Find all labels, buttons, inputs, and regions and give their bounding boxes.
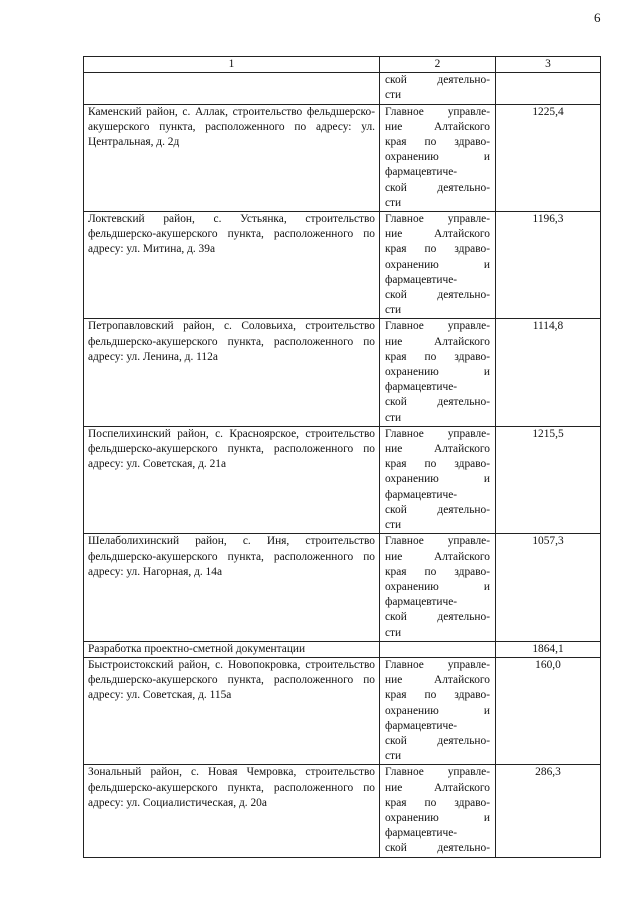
agency-line: охранению и [385, 366, 490, 379]
agency-line: края по здраво- [385, 350, 490, 363]
table-row [84, 534, 601, 641]
agency-line: ние Алтайского [385, 781, 490, 794]
agency-cell [380, 212, 496, 319]
page-number: 6 [594, 10, 601, 25]
table-row [84, 426, 601, 533]
agency-line: охранению и [385, 580, 490, 593]
project-description-cell: Зональный район, с. Новая Чемровка, строительство фельдшерско-акушерского пункта, расположенного по адресу: ул. Социалистическая, д. 20а [84, 765, 380, 857]
project-description-cell: Поспелихинский район, с. Красноярское, строительство фельдшерско-акушерского пункта, расположенного по адресу: ул. Советская, д. 21а [84, 426, 380, 533]
agency-line: сти [385, 626, 402, 639]
agency-line: ние Алтайского [385, 674, 490, 687]
agency-cell [380, 319, 496, 426]
budget-table [83, 56, 601, 858]
agency-line: края по здраво- [385, 458, 490, 471]
agency-line: сти [385, 750, 402, 763]
section-title-cell: Разработка проектно-сметной документации [84, 641, 380, 657]
table-row [84, 319, 601, 426]
project-description-cell: Быстроистокский район, с. Новопокровка, строительство фельдшерско-акушерского пункта, расположенного по адресу: ул. Советская, д. 115а [84, 657, 380, 764]
agency-line: охранению и [385, 151, 490, 164]
agency-line: фармацевтиче- [385, 596, 458, 609]
agency-line: Главное управле- [385, 535, 490, 548]
section-agency-cell [380, 641, 496, 657]
agency-cell [380, 426, 496, 533]
agency-line: сти [385, 411, 402, 424]
agency-line: охранению и [385, 811, 490, 824]
header-col-2: 2 [380, 57, 496, 73]
agency-line: ской деятельно- [385, 181, 490, 194]
agency-line: края по здраво- [385, 243, 490, 256]
agency-line: сти [385, 304, 402, 317]
agency-line: сти [385, 196, 402, 209]
section-row [84, 641, 601, 657]
table-header-row [84, 57, 601, 73]
agency-line: ской деятельно- [385, 611, 490, 624]
agency-line: ние Алтайского [385, 443, 490, 456]
agency-line: ской деятельно- [385, 74, 490, 87]
amount-cell: 1057,3 [496, 534, 601, 641]
agency-line: фармацевтиче- [385, 719, 458, 732]
agency-cell [380, 765, 496, 857]
agency-line: ской деятельно- [385, 396, 490, 409]
header-col-1: 1 [84, 57, 380, 73]
amount-cell: 286,3 [496, 765, 601, 857]
agency-line: фармацевтиче- [385, 273, 458, 286]
agency-cell [380, 657, 496, 764]
agency-line: охранению и [385, 473, 490, 486]
agency-line: охранению и [385, 258, 490, 271]
agency-line: Главное управле- [385, 427, 490, 440]
agency-line: ние Алтайского [385, 228, 490, 241]
agency-line: сти [385, 89, 402, 102]
continuation-text-cell [84, 73, 380, 104]
agency-line: Главное управле- [385, 213, 490, 226]
agency-line: ской деятельно- [385, 842, 490, 855]
amount-cell: 1225,4 [496, 104, 601, 211]
table-row [84, 212, 601, 319]
project-description-cell: Каменский район, с. Аллак, строительство фельдшерско-акушерского пункта, расположенного по адресу: ул. Центральная, д. 2д [84, 104, 380, 211]
agency-line: Главное управле- [385, 658, 490, 671]
agency-cell [380, 104, 496, 211]
continuation-row [84, 73, 601, 104]
agency-line: фармацевтиче- [385, 381, 458, 394]
amount-cell: 1215,5 [496, 426, 601, 533]
agency-line: ской деятельно- [385, 734, 490, 747]
project-description-cell: Шелаболихинский район, с. Иня, строительство фельдшерско-акушерского пункта, расположенного по адресу: ул. Нагорная, д. 14а [84, 534, 380, 641]
project-description-cell: Локтевский район, с. Устьянка, строительство фельдшерско-акушерского пункта, расположенного по адресу: ул. Митина, д. 39а [84, 212, 380, 319]
agency-line: края по здраво- [385, 136, 490, 149]
section-total-cell: 1864,1 [496, 641, 601, 657]
continuation-value-cell [496, 73, 601, 104]
agency-cell [380, 534, 496, 641]
agency-line: фармацевтиче- [385, 827, 458, 840]
table-row [84, 104, 601, 211]
header-col-3: 3 [496, 57, 601, 73]
agency-line: края по здраво- [385, 689, 490, 702]
agency-line: охранению и [385, 704, 490, 717]
agency-line: Главное управле- [385, 320, 490, 333]
agency-line: ние Алтайского [385, 120, 490, 133]
agency-line: ние Алтайского [385, 550, 490, 563]
agency-line: Главное управле- [385, 105, 490, 118]
agency-line: фармацевтиче- [385, 488, 458, 501]
agency-line: края по здраво- [385, 565, 490, 578]
project-description-cell: Петропавловский район, с. Соловьиха, строительство фельдшерско-акушерского пункта, расположенного по адресу: ул. Ленина, д. 112а [84, 319, 380, 426]
amount-cell: 1196,3 [496, 212, 601, 319]
agency-line: ской деятельно- [385, 503, 490, 516]
agency-line: края по здраво- [385, 796, 490, 809]
agency-line: сти [385, 519, 402, 532]
continuation-agency-cell [380, 73, 496, 104]
table-row [84, 657, 601, 764]
agency-line: ской деятельно- [385, 289, 490, 302]
agency-line: фармацевтиче- [385, 166, 458, 179]
amount-cell: 1114,8 [496, 319, 601, 426]
agency-line: ние Алтайского [385, 335, 490, 348]
agency-line: Главное управле- [385, 766, 490, 779]
table-row [84, 765, 601, 857]
amount-cell: 160,0 [496, 657, 601, 764]
